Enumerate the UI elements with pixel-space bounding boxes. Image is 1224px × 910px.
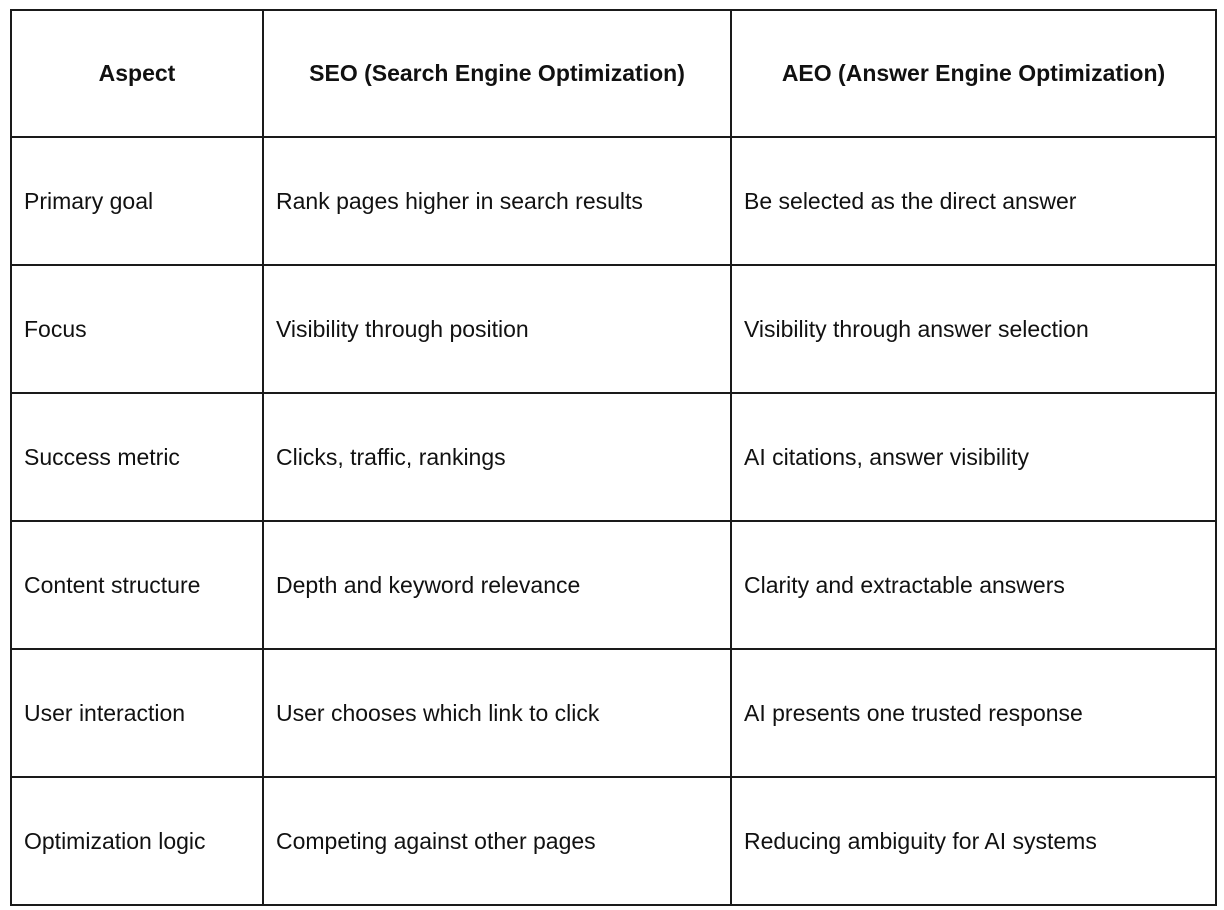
header-aspect: Aspect (11, 10, 263, 137)
seo-cell: Competing against other pages (263, 777, 731, 905)
aeo-cell: Clarity and extractable answers (731, 521, 1216, 649)
aspect-cell: Focus (11, 265, 263, 393)
seo-cell: Depth and keyword relevance (263, 521, 731, 649)
comparison-table (10, 9, 1217, 906)
seo-cell: User chooses which link to click (263, 649, 731, 777)
aeo-cell: Be selected as the direct answer (731, 137, 1216, 265)
aeo-cell: AI citations, answer visibility (731, 393, 1216, 521)
seo-cell: Visibility through position (263, 265, 731, 393)
table-header-row (11, 10, 1216, 137)
seo-cell: Clicks, traffic, rankings (263, 393, 731, 521)
seo-cell: Rank pages higher in search results (263, 137, 731, 265)
aspect-cell: Success metric (11, 393, 263, 521)
aspect-cell: Primary goal (11, 137, 263, 265)
aspect-cell: User interaction (11, 649, 263, 777)
aeo-cell: Visibility through answer selection (731, 265, 1216, 393)
table-row (11, 393, 1216, 521)
header-aeo: AEO (Answer Engine Optimization) (731, 10, 1216, 137)
header-seo: SEO (Search Engine Optimization) (263, 10, 731, 137)
aeo-cell: Reducing ambiguity for AI systems (731, 777, 1216, 905)
table-row (11, 649, 1216, 777)
table-row (11, 265, 1216, 393)
table-row (11, 137, 1216, 265)
table-row (11, 777, 1216, 905)
aspect-cell: Optimization logic (11, 777, 263, 905)
aspect-cell: Content structure (11, 521, 263, 649)
aeo-cell: AI presents one trusted response (731, 649, 1216, 777)
table-row (11, 521, 1216, 649)
